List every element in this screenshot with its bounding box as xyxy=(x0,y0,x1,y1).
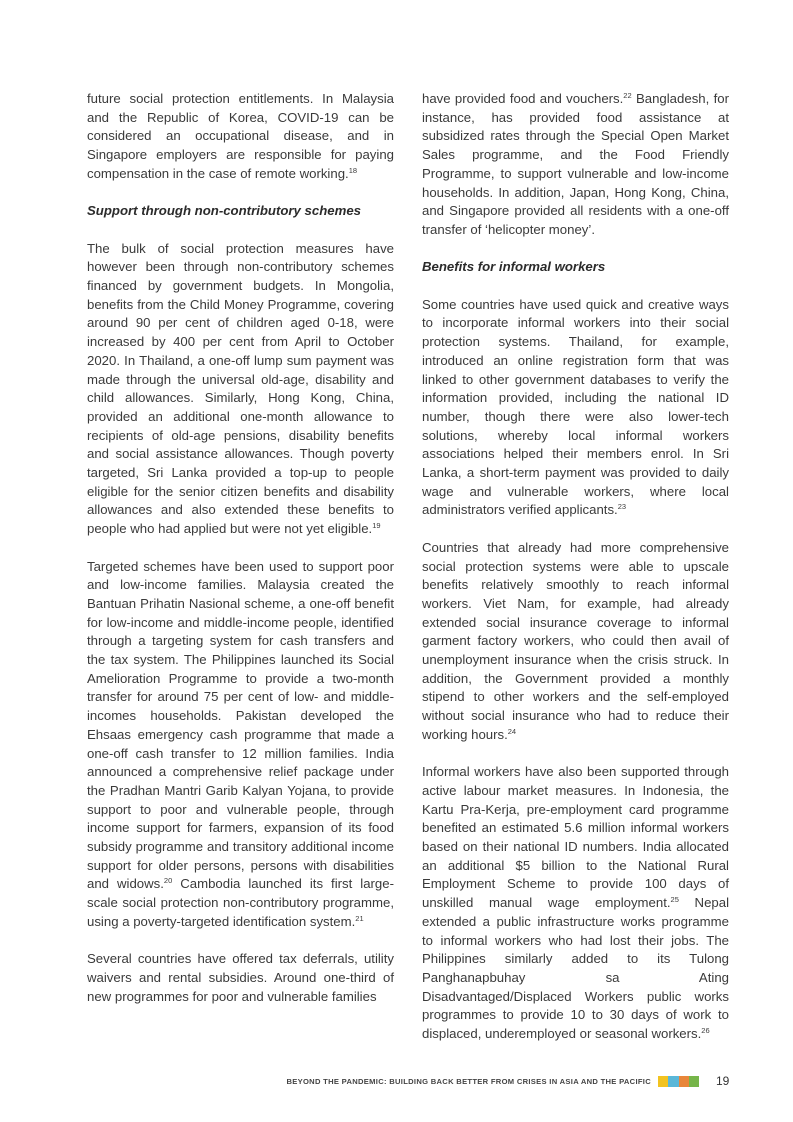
paragraph: Some countries have used quick and creative ways to incorporate informal workers into their social protection systems. Thailand, for example, introduced an online registration form that was linked to other government databases to verify the information provided, including the national ID number, though there were also lower-tech solutions, whereby local informal workers associations helped their members enrol. In Sri Lanka, a short-term payment was provided to daily wage and vulnerable workers, where local administrators verified applicants.$^{23}$ xyxy=(422,296,729,518)
footnote-ref[interactable]: 23 xyxy=(617,502,627,512)
footnote-ref[interactable]: 26 xyxy=(701,1026,710,1036)
paragraph: Several countries have offered tax deferrals, utility waivers and rental subsidies. Around one-third of new programmes for poor and vulnerable families xyxy=(87,951,394,1004)
footnote-ref[interactable]: 25 xyxy=(670,895,679,905)
brand-color-bar xyxy=(658,1076,699,1087)
section-heading: Support through non-contributory schemes xyxy=(87,203,362,219)
footnote-ref[interactable]: 19 xyxy=(372,521,381,531)
footnote-ref[interactable]: 21 xyxy=(355,913,364,923)
brand-color-swatch xyxy=(689,1076,699,1087)
paragraph: Informal workers have also been supported through active labour market measures. In Indonesia, the Kartu Pra-Kerja, pre-employment card programme benefited an estimated 5.6 million informal workers based on their national ID numbers. India allocated an additional $5 billion to the National Rural Employment Scheme to provide 100 days of unskilled manual wage employment.$^{25}$ Nepal extended a public infrastructure works programme to informal workers who had lost their jobs. The Philippines similarly added to its Tulong Panghanapbuhay sa Ating Disadvantaged/Displaced Workers public works programmes to provide 10 to 30 days of work to displaced, underemployed or seasonal workers.$^{26}$ xyxy=(422,764,729,1042)
right-column xyxy=(422,90,729,1062)
footnote-ref[interactable]: 22 xyxy=(623,91,632,100)
section-heading: Benefits for informal workers xyxy=(422,259,606,275)
paragraph: Targeted schemes have been used to support poor and low-income families. Malaysia created the Bantuan Prihatin Nasional scheme, a one-off benefit for low-income and middle-income people, identified through a targeting system for cash transfers and the tax system. The Philippines launched its Social Amelioration Programme to provide a two-month transfer for around 75 per cent of low- and middle-incomes households. Pakistan developed the Ehsaas emergency cash programme that made a one-off cash transfer to 12 million families. India announced a comprehensive relief package under the Pradhan Mantri Garib Kalyan Yojana, to provide support to poor and vulnerable people, through income support for farmers, expansion of its food subsidy programme and transitory additional income support for older persons, persons with disabilities and widows.$^{20}$ Cambodia launched its first large-scale social protection non-contributory programme, using a poverty-targeted identification system.$^{21}$ xyxy=(87,558,394,929)
brand-color-swatch xyxy=(679,1076,689,1087)
brand-color-swatch xyxy=(668,1076,678,1087)
footnote-ref[interactable]: 18 xyxy=(348,165,358,175)
paragraph: Countries that already had more comprehensive social protection systems were able to upscale benefits relatively smoothly to reach informal workers. Viet Nam, for example, had already extended social insurance coverage to informal garment factory workers, who could then avail of unemployment insurance when the crisis struck. In addition, the Government provided a monthly stipend to other workers and the self-employed without social insurance who had to reduce their working hours.$^{24}$ xyxy=(422,539,729,742)
brand-color-swatch xyxy=(658,1076,668,1087)
paragraph: have provided food and vouchers.$^{22}$ Bangladesh, for instance, has provided food assistance at subsidized rates through the Special Open Market Sales programme, and the Food Friendly Programme, to support vulnerable and low-income households. In addition, Japan, Hong Kong, China, and Singapore provided all residents with a one-off transfer of ‘helicopter money’. xyxy=(422,91,729,237)
paragraph: The bulk of social protection measures have however been through non-contributory schemes financed by government budgets. In Mongolia, benefits from the Child Money Programme, covering around 90 per cent of children aged 0-18, were increased by 400 per cent from April to October 2020. In Thailand, a one-off lump sum payment was made through the universal old-age, disability and child allowances. Similarly, Hong Kong, China, provided an additional one-month allowance to recipients of old-age pensions, disability benefits and social assistance allowances. Though poverty targeted, Sri Lanka provided a top-up to people eligible for the senior citizen benefits and disability allowances and also extended these benefits to people who had applied but were not yet eligible.$^{19}$ xyxy=(87,240,394,537)
left-column xyxy=(87,90,394,1025)
page-number: 19 xyxy=(716,1074,730,1088)
page-footer xyxy=(0,1074,793,1092)
footer-title: BEYOND THE PANDEMIC: BUILDING BACK BETTER FROM CRISES IN ASIA AND THE PACIFIC xyxy=(286,1077,651,1086)
footnote-ref[interactable]: 24 xyxy=(507,726,517,736)
footnote-ref[interactable]: 20 xyxy=(163,876,173,886)
paragraph: future social protection entitlements. In Malaysia and the Republic of Korea, COVID-19 can be considered an occupational disease, and in Singapore employers are responsible for paying compensation in the case of remote working.$^{18}$ xyxy=(87,91,394,181)
